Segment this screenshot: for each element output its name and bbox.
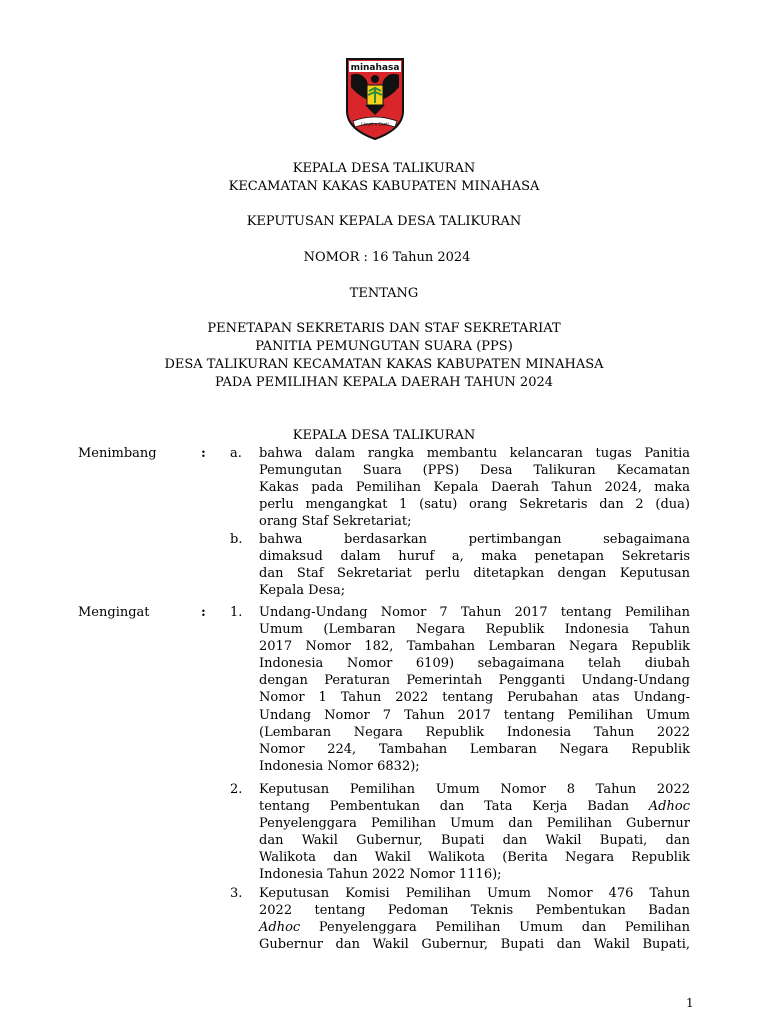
text-line: Pemungutan Suara (PPS) Desa Talikuran Kecamatan <box>259 463 690 479</box>
subject-line-1: PENETAPAN SEKRETARIS DAN STAF SEKRETARIAT <box>207 321 561 336</box>
text-line: 2022 tentang Pedoman Teknis Pembentukan Badan <box>259 903 690 919</box>
text-line: Undang Nomor 7 Tahun 2017 tentang Pemilihan Umum <box>259 707 690 723</box>
text-line: bahwa dalam rangka membantu kelancaran tugas Panitia <box>259 446 690 461</box>
item-marker: 2. <box>230 782 243 797</box>
text-line: bahwa berdasarkan pertimbangan sebagaimana <box>259 532 690 547</box>
header-line-2: KECAMATAN KAKAS KABUPATEN MINAHASA <box>228 179 540 194</box>
list-item-text <box>259 781 690 884</box>
list-item-text <box>259 604 690 775</box>
subject-line-3: DESA TALIKURAN KECAMATAN KAKAS KABUPATEN MINAHASA <box>164 357 604 372</box>
subject-line-4: PADA PEMILIHAN KEPALA DAERAH TAHUN 2024 <box>214 375 554 390</box>
decree-title: KEPUTUSAN KEPALA DESA TALIKURAN <box>246 214 522 229</box>
text-line: Kepala Desa; <box>259 583 346 599</box>
text-line: dan Staf Sekretariat perlu ditetapkan dengan Keputusan <box>259 566 690 582</box>
section-label: Mengingat <box>78 605 150 620</box>
text-line: dan Wakil Gubernur, Bupati dan Wakil Bupati, dan <box>259 833 690 849</box>
logo-text: minahasa <box>350 63 400 73</box>
page-number: 1 <box>686 996 694 1010</box>
subject-line-2: PANITIA PEMUNGUTAN SUARA (PPS) <box>255 339 513 354</box>
item-marker: 3. <box>230 886 243 901</box>
text-line: Umum (Lembaran Negara Republik Indonesia Tahun <box>259 622 690 638</box>
list-item-text <box>259 885 690 953</box>
tentang-heading: TENTANG <box>349 286 419 301</box>
item-marker: b. <box>230 532 243 547</box>
list-item-text <box>259 445 690 530</box>
text-line: Adhoc Penyelenggara Pemilihan Umum dan Pemilihan <box>259 920 690 936</box>
text-line: Kakas pada Pemilihan Kepala Daerah Tahun 2024, maka <box>259 480 690 496</box>
text-line: Keputusan Pemilihan Umum Nomor 8 Tahun 2022 <box>259 782 690 797</box>
item-marker: a. <box>230 446 242 461</box>
text-line: Indonesia Nomor 6109) sebagaimana telah diubah <box>259 656 690 672</box>
text-line: Walikota dan Wakil Walikota (Berita Negara Republik <box>259 850 690 866</box>
list-item-text <box>259 531 690 599</box>
section-label: Menimbang <box>78 446 157 461</box>
text-line: Penyelenggara Pemilihan Umum dan Pemilihan Gubernur <box>259 816 690 832</box>
text-line: tentang Pembentukan dan Tata Kerja Badan Adhoc <box>259 799 690 815</box>
header-line-1: KEPALA DESA TALIKURAN <box>292 161 476 176</box>
section-colon: : <box>201 605 206 620</box>
logo-motto: I Jayat u Santi <box>361 121 389 127</box>
text-line: Nomor 1 Tahun 2022 tentang Perubahan atas Undang- <box>259 690 690 706</box>
minahasa-regency-emblem-icon <box>345 57 405 141</box>
text-line: Nomor 224, Tambahan Lembaran Negara Republik <box>259 741 690 757</box>
text-line: perlu mengangkat 1 (satu) orang Sekretaris dan 2 (dua) <box>259 497 690 513</box>
item-marker: 1. <box>230 605 243 620</box>
text-line: 2017 Nomor 182, Tambahan Lembaran Negara Republik <box>259 639 690 655</box>
text-line: Indonesia Nomor 6832); <box>259 758 420 774</box>
text-line: Undang-Undang Nomor 7 Tahun 2017 tentang Pemilihan <box>259 605 690 620</box>
decree-number: NOMOR : 16 Tahun 2024 <box>303 250 471 265</box>
text-line: dengan Peraturan Pemerintah Pengganti Undang-Undang <box>259 673 690 689</box>
text-line: orang Staf Sekretariat; <box>259 514 412 530</box>
section-colon: : <box>201 446 206 461</box>
text-line: Keputusan Komisi Pemilihan Umum Nomor 476 Tahun <box>259 886 690 901</box>
text-line: dimaksud dalam huruf a, maka penetapan Sekretaris <box>259 549 690 565</box>
italic-term: Adhoc <box>648 799 690 815</box>
text-line: Gubernur dan Wakil Gubernur, Bupati dan Wakil Bupati, <box>259 937 690 953</box>
text-line: Indonesia Tahun 2022 Nomor 1116); <box>259 867 502 883</box>
text-line: (Lembaran Negara Republik Indonesia Tahun 2022 <box>259 724 690 740</box>
italic-term: Adhoc <box>259 920 301 936</box>
authority-heading: KEPALA DESA TALIKURAN <box>292 428 476 443</box>
